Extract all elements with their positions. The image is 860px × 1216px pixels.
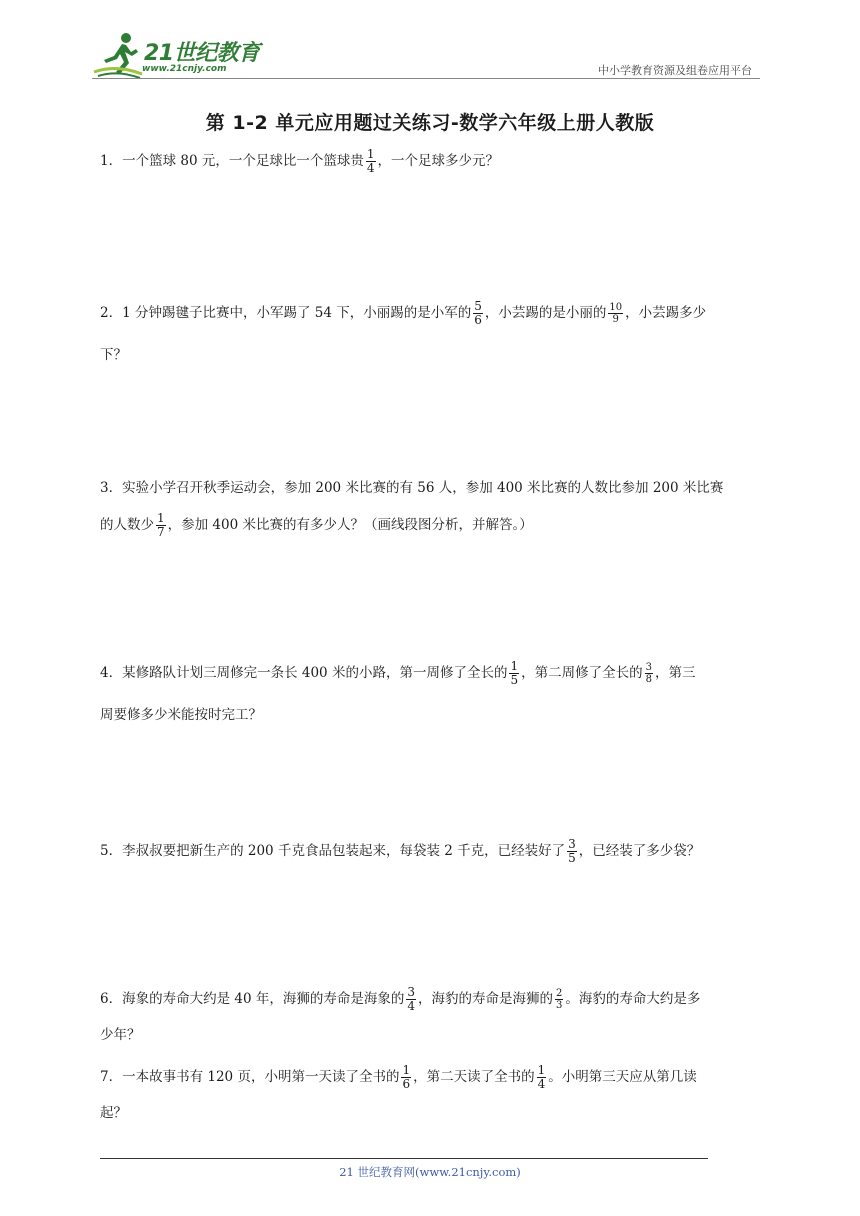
numerator: 1 bbox=[537, 1063, 546, 1077]
question-text: ，参加 400 米比赛的有多少人？（画线段图分析，并解答。） bbox=[167, 517, 533, 533]
question-text: 少年？ bbox=[100, 1027, 141, 1043]
question-text: 3．实验小学召开秋季运动会，参加 200 米比赛的有 56 人，参加 400 米比赛的人数比参加 200 米比赛 bbox=[100, 480, 724, 496]
fraction bbox=[555, 988, 563, 1011]
fraction bbox=[509, 660, 519, 687]
denominator: 5 bbox=[568, 851, 576, 865]
fraction bbox=[156, 512, 166, 539]
runner-logo-icon bbox=[92, 30, 144, 80]
logo-text: 21世纪教育 bbox=[144, 41, 260, 66]
question-text: 1．一个篮球 80 元，一个足球比一个篮球贵 bbox=[100, 153, 364, 169]
question-text: 起？ bbox=[100, 1105, 127, 1121]
question-text: ，已经装了多少袋？ bbox=[578, 843, 701, 859]
question-text: ，小芸踢多少 bbox=[625, 305, 707, 321]
question-text: 6．海象的寿命大约是 40 年，海狮的寿命是海象的 bbox=[100, 991, 405, 1007]
denominator: 4 bbox=[407, 999, 415, 1013]
question-1 bbox=[100, 148, 765, 175]
question-text: ，一个足球多少元？ bbox=[377, 153, 499, 169]
question-text: 。海豹的寿命大约是多 bbox=[565, 991, 701, 1007]
logo bbox=[92, 30, 262, 80]
fraction bbox=[537, 1064, 547, 1091]
logo-url: www.21cnjy.com bbox=[142, 64, 227, 74]
denominator: 8 bbox=[645, 674, 652, 685]
fraction bbox=[567, 838, 577, 865]
question-text: ，第二天读了全书的 bbox=[413, 1069, 535, 1085]
header-divider bbox=[92, 78, 760, 79]
denominator: 4 bbox=[537, 1077, 546, 1091]
question-text: 的人数少 bbox=[100, 517, 154, 533]
denominator: 6 bbox=[474, 313, 482, 327]
footer-link[interactable]: 21 世纪教育网(www.21cnjy.com) bbox=[339, 1165, 521, 1179]
question-2 bbox=[100, 300, 765, 365]
platform-name: 中小学教育资源及组卷应用平台 bbox=[598, 64, 752, 77]
numerator: 3 bbox=[407, 985, 415, 999]
numerator: 5 bbox=[474, 299, 482, 313]
numerator: 10 bbox=[609, 302, 623, 313]
footer-divider bbox=[100, 1158, 708, 1159]
denominator: 3 bbox=[556, 1000, 563, 1011]
numerator: 3 bbox=[645, 662, 652, 673]
question-4 bbox=[100, 660, 765, 725]
question-text: 下？ bbox=[100, 347, 127, 363]
denominator: 9 bbox=[608, 313, 623, 325]
numerator: 3 bbox=[568, 837, 576, 851]
question-text: ，第三 bbox=[654, 665, 696, 681]
fraction bbox=[366, 148, 376, 175]
fraction bbox=[473, 300, 483, 327]
fraction bbox=[608, 302, 623, 325]
question-text: 5．李叔叔要把新生产的 200 千克食品包装起来，每袋装 2 千克，已经装好了 bbox=[100, 843, 566, 859]
question-5 bbox=[100, 838, 765, 865]
denominator: 5 bbox=[510, 673, 519, 687]
question-text: 7．一本故事书有 120 页，小明第一天读了全书的 bbox=[100, 1069, 400, 1085]
denominator: 4 bbox=[366, 161, 375, 175]
numerator: 1 bbox=[510, 659, 519, 673]
question-text: 。小明第三天应从第几读 bbox=[548, 1069, 697, 1085]
fraction bbox=[645, 662, 653, 685]
numerator: 1 bbox=[402, 1063, 411, 1077]
fraction bbox=[401, 1064, 411, 1091]
fraction bbox=[406, 986, 416, 1013]
question-text: 4．某修路队计划三周修完一条长 400 米的小路，第一周修了全长的 bbox=[100, 665, 508, 681]
numerator: 1 bbox=[157, 511, 165, 525]
denominator: 7 bbox=[157, 525, 165, 539]
question-7 bbox=[100, 1064, 765, 1123]
numerator: 1 bbox=[366, 147, 375, 161]
worksheet-title: 第 1-2 单元应用题过关练习-数学六年级上册人教版 bbox=[205, 112, 655, 134]
numerator: 2 bbox=[556, 988, 563, 999]
question-text: ，海豹的寿命是海狮的 bbox=[418, 991, 553, 1007]
denominator: 6 bbox=[402, 1077, 411, 1091]
question-text: ，第二周修了全长的 bbox=[521, 665, 643, 681]
question-text: 周要修多少米能按时完工？ bbox=[100, 707, 262, 723]
page-header bbox=[92, 30, 760, 80]
question-6 bbox=[100, 986, 765, 1045]
question-text: 2．1 分钟踢毽子比赛中，小军踢了 54 下，小丽踢的是小军的 bbox=[100, 305, 472, 321]
question-text: ，小芸踢的是小丽的 bbox=[484, 305, 607, 321]
question-3 bbox=[100, 478, 765, 539]
